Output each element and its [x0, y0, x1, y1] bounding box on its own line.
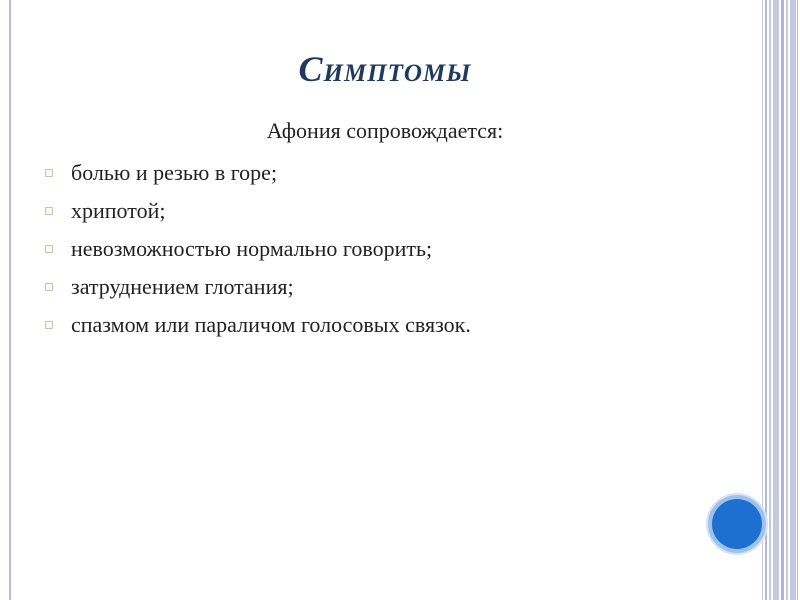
decorative-stripe [773, 0, 779, 600]
square-bullet-icon [45, 169, 53, 177]
square-bullet-icon [45, 245, 53, 253]
decorative-stripe [797, 0, 798, 600]
decorative-stripe [790, 0, 796, 600]
list-item-text: спазмом или параличом голосовых связок. [71, 312, 471, 337]
symptom-list [45, 154, 471, 344]
list-item-text: затруднением глотания; [71, 274, 294, 299]
left-border-line [9, 0, 11, 600]
square-bullet-icon [45, 321, 53, 329]
blue-circle-icon [712, 499, 762, 549]
slide-title: Симптомы [298, 49, 472, 89]
decorative-stripe [765, 0, 767, 600]
list-item-text: невозможностью нормально говорить; [71, 236, 433, 261]
list-item-text: болью и резью в горе; [71, 160, 278, 185]
list-item [45, 230, 471, 268]
list-item [45, 154, 471, 192]
list-item [45, 306, 471, 344]
list-item [45, 192, 471, 230]
decorative-stripe [762, 0, 763, 600]
square-bullet-icon [45, 207, 53, 215]
decorative-stripe [769, 0, 771, 600]
intro-text: Афония сопровождается: [266, 118, 504, 143]
decorative-stripe [781, 0, 784, 600]
decorative-stripe [786, 0, 788, 600]
list-item-text: хрипотой; [71, 198, 166, 223]
square-bullet-icon [45, 283, 53, 291]
list-item [45, 268, 471, 306]
